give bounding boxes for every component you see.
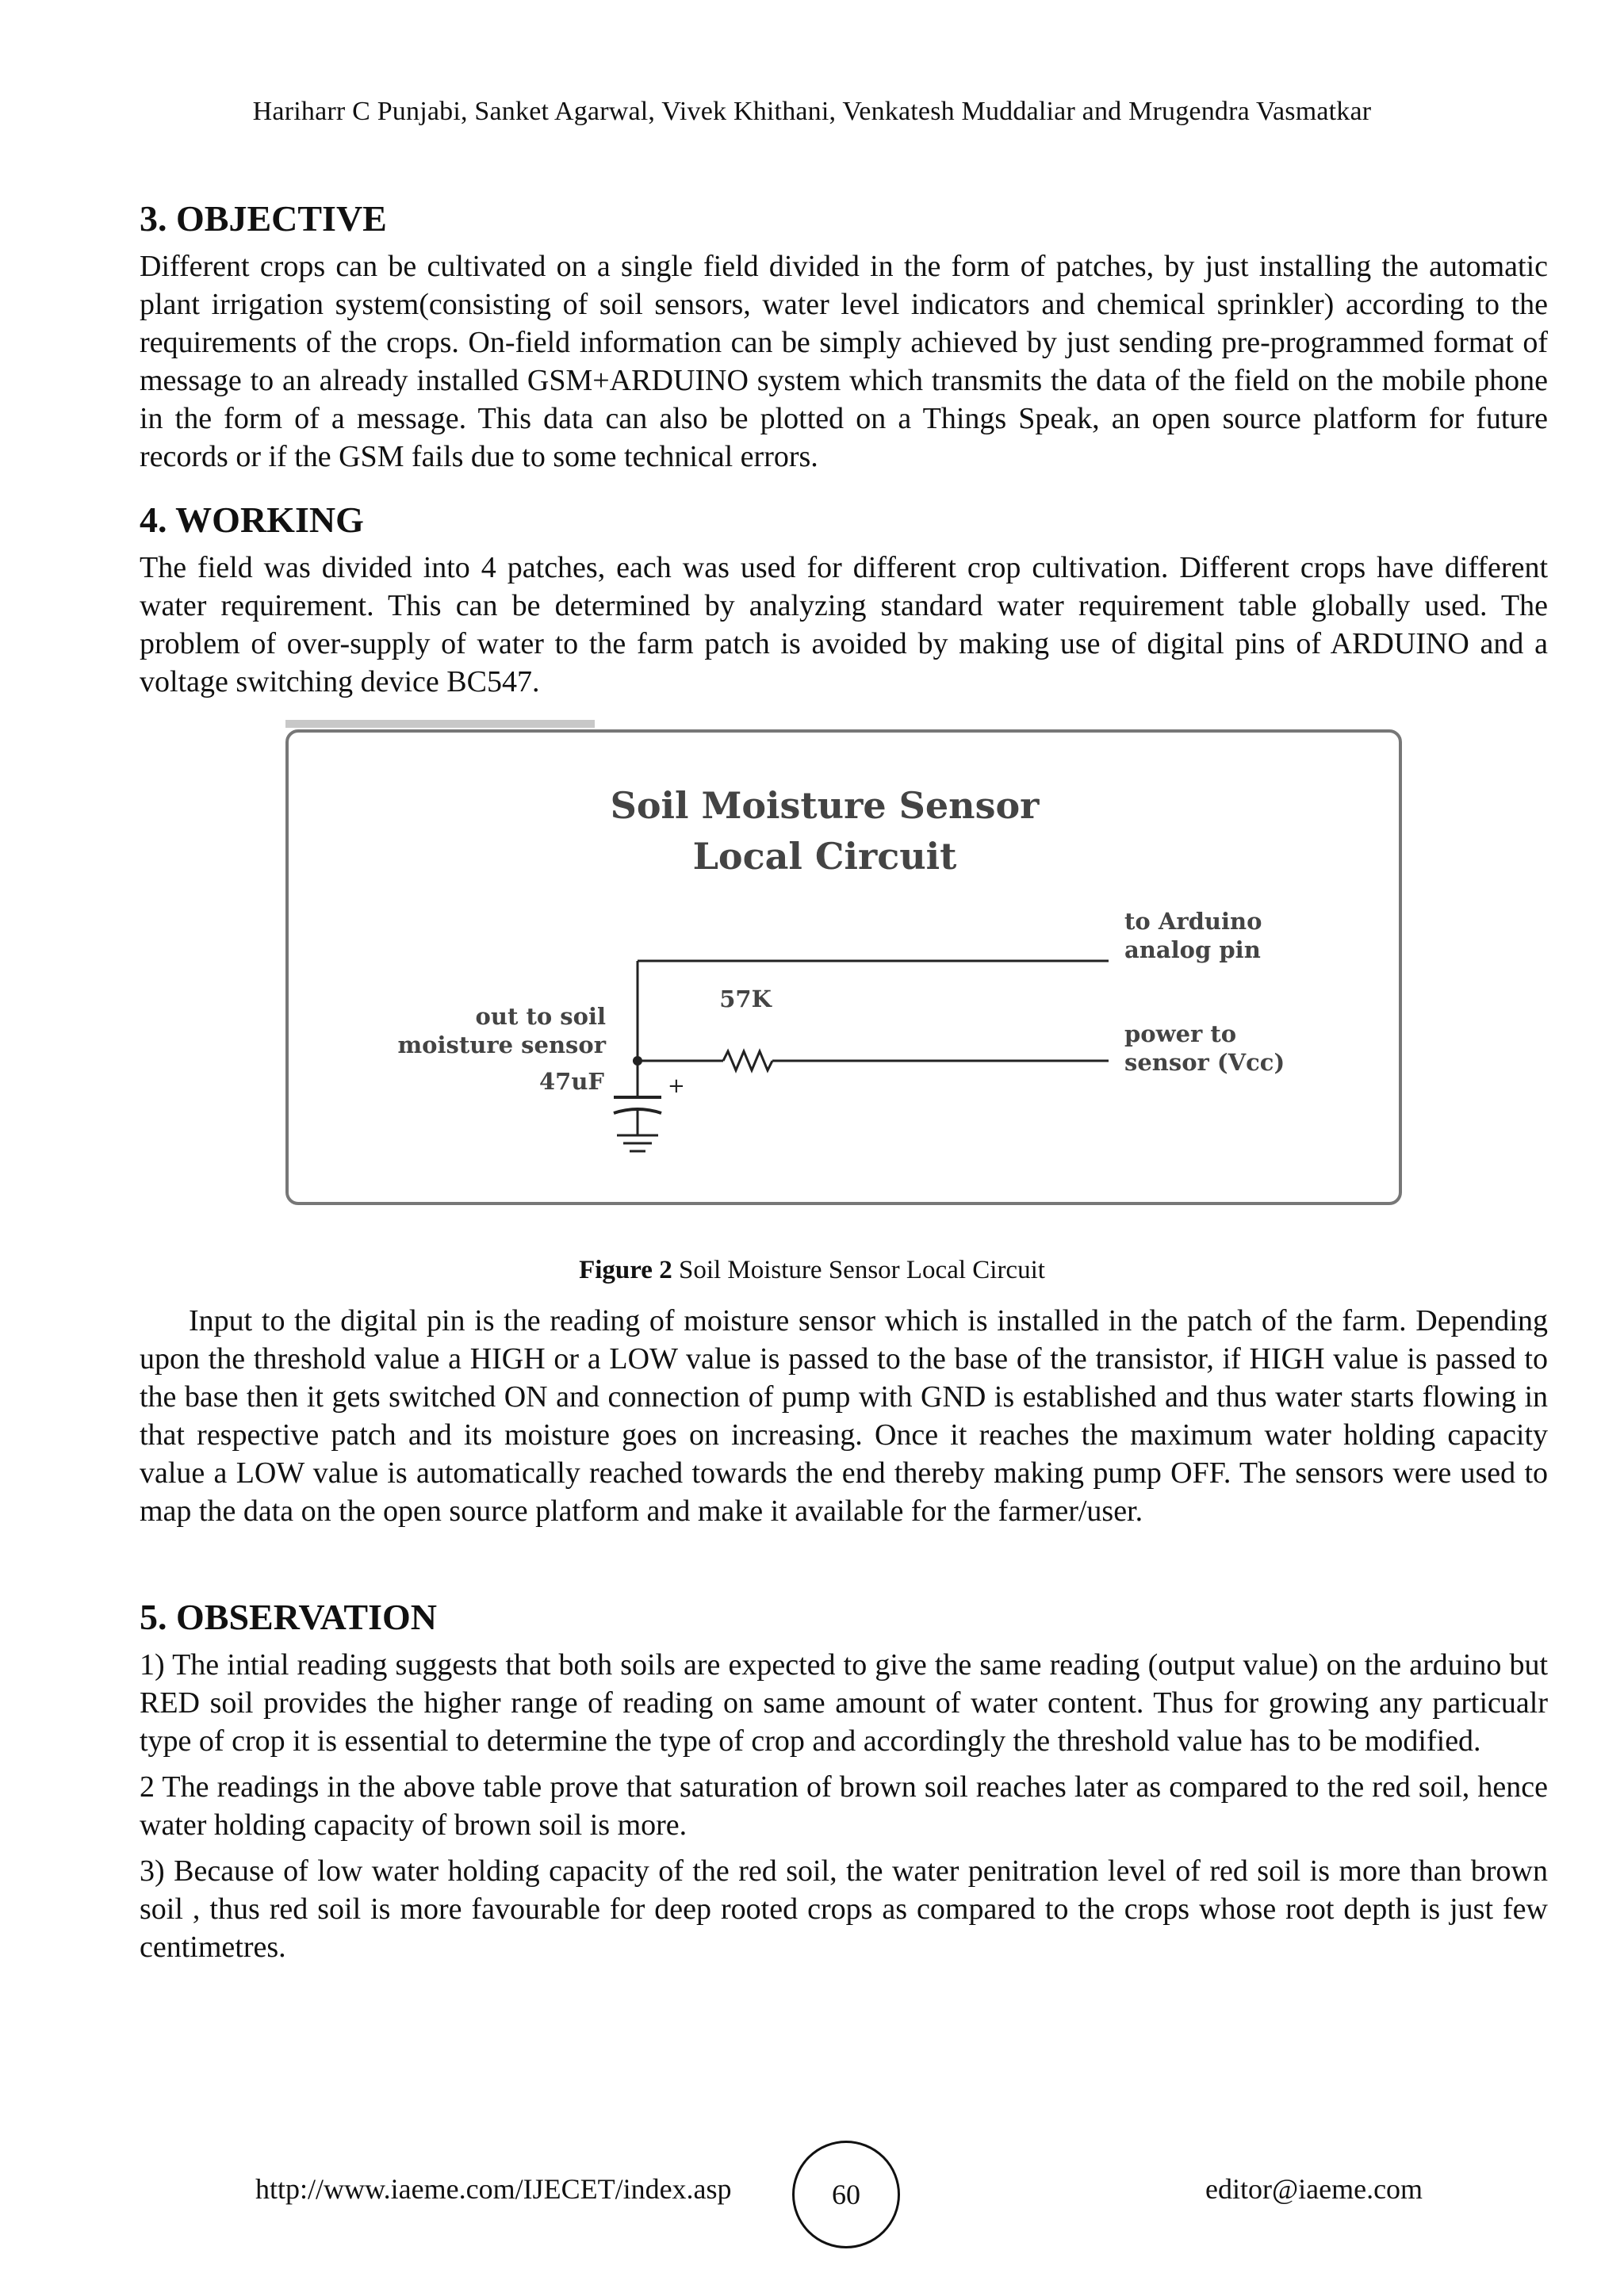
label-moisture-sensor: moisture sensor	[397, 1031, 606, 1058]
figure-top-bar	[285, 720, 595, 728]
circuit-diagram	[284, 728, 1404, 1207]
label-power-to: power to	[1124, 1020, 1237, 1047]
page-number: 60	[832, 2179, 860, 2210]
figure-caption-text: Soil Moisture Sensor Local Circuit	[672, 1256, 1045, 1284]
page-footer	[0, 2141, 1624, 2260]
label-to-arduino: to Arduino	[1124, 908, 1262, 935]
running-head-authors: Hariharr C Punjabi, Sanket Agarwal, Vivek Khithani, Venkatesh Muddaliar and Mrugendra Vasmatkar	[252, 97, 1372, 126]
observation-item: 3) Because of low water holding capacity of the red soil, the water penitration level of red soil is more than brown soil , thus red soil is more favourable for deep rooted crops as compared to the crops whose root depth is just few centimetres.	[140, 1854, 1548, 1964]
label-capacitor-value: 47uF	[538, 1068, 604, 1095]
label-out-to-soil: out to soil	[475, 1003, 606, 1030]
observation-item: 1) The intial reading suggests that both soils are expected to give the same reading (output value) on the arduino but RED soil provides the higher range of reading on same amount of water content. Thus for growing any particualr type of crop it is essential to determine the type of crop and accordingly the threshold value has to be modified.	[140, 1648, 1548, 1758]
label-sensor-vcc: sensor (Vcc)	[1124, 1049, 1285, 1076]
observation-item: 2 The readings in the above table prove that saturation of brown soil reaches later as compared to the red soil, hence water holding capacity of brown soil is more.	[140, 1770, 1548, 1842]
section-paragraph: Input to the digital pin is the reading of moisture sensor which is installed in the patch of the farm. Depending upon the threshold value a HIGH or a LOW value is passed to the base of the transistor, if HIGH value is passed to the base then it gets switched ON and connection of pump with GND is established and thus water starts flowing in that respective patch and its moisture goes on increasing. Once it reaches the maximum water holding capacity value a LOW value is automatically reached towards the end thereby making pump OFF. The sensors were used to map the data on the open source platform and make it available for the farmer/user.	[140, 1304, 1548, 1528]
figure-caption-label: Figure 2	[579, 1256, 672, 1284]
section-heading: 4. WORKING	[140, 499, 364, 540]
figure-title-line2: Local Circuit	[692, 835, 957, 878]
section-observation	[140, 1595, 1548, 1974]
section-heading: 3. OBJECTIVE	[140, 198, 387, 239]
capacitor-plus-label: +	[668, 1074, 685, 1098]
section-paragraph: The field was divided into 4 patches, each was used for different crop cultivation. Different crops have different water requirement. This can be determined by analyzing standard water requirement table globally used. The problem of over-supply of water to the farm patch is avoided by making use of digital pins of ARDUINO and a voltage switching device BC547.	[140, 551, 1548, 698]
figure-title-line1: Soil Moisture Sensor	[610, 784, 1040, 827]
label-resistor-value: 57K	[719, 985, 772, 1012]
label-analog-pin: analog pin	[1124, 936, 1261, 963]
page-number-badge	[792, 2141, 900, 2248]
circuit-figure	[284, 728, 1404, 1207]
section-paragraph: Different crops can be cultivated on a single field divided in the form of patches, by just installing the automatic plant irrigation system(consisting of soil sensors, water level indicators and chemical sprinkler) according to the requirements of the crops. On-field information can be simply achieved by just sending pre-programmed format of message to an already installed GSM+ARDUINO system which transmits the data of the field on the mobile phone in the form of a message. This data can also be plotted on a Things Speak, an open source platform for future records or if the GSM fails due to some technical errors.	[140, 250, 1548, 473]
section-working-continued	[140, 1302, 1548, 1530]
section-working	[140, 498, 1548, 701]
footer-url-link[interactable]: http://www.iaeme.com/IJECET/index.asp	[255, 2173, 732, 2205]
section-heading: 5. OBSERVATION	[140, 1597, 438, 1637]
footer-email-link[interactable]: editor@iaeme.com	[1205, 2173, 1423, 2205]
section-objective	[140, 197, 1548, 476]
figure-caption	[0, 1256, 1624, 1285]
